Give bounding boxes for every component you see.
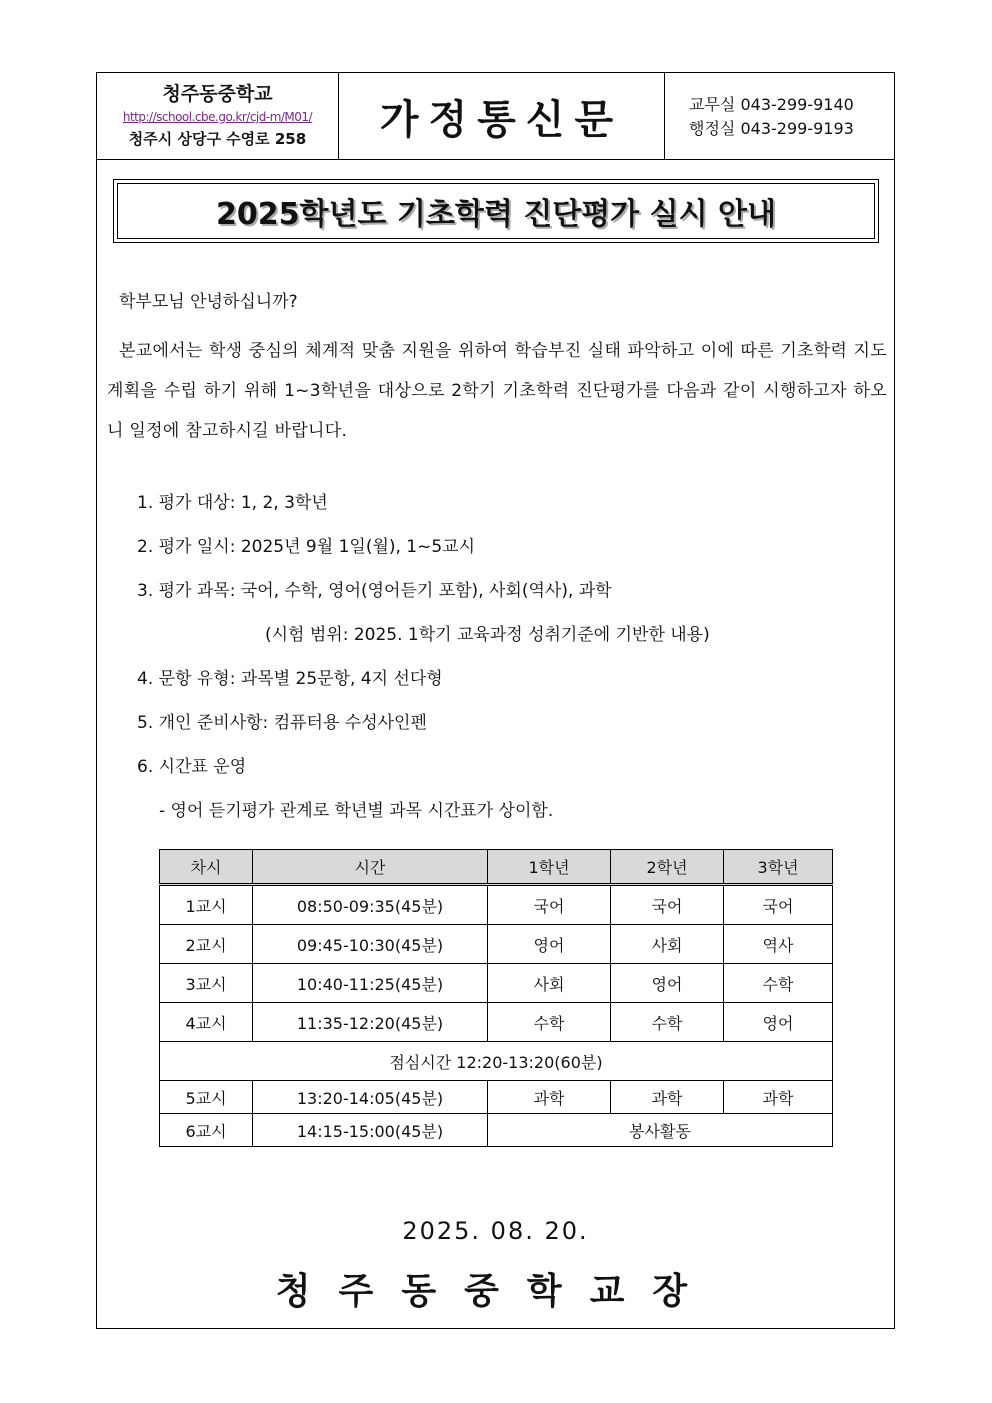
- notice-banner: [113, 179, 879, 243]
- service-cell: 봉사활동: [488, 1114, 833, 1147]
- cell: 과학: [724, 1081, 833, 1114]
- header-period: 차시: [160, 850, 253, 885]
- newsletter-frame: [96, 72, 895, 1329]
- cell: 과학: [488, 1081, 611, 1114]
- table-row: [160, 964, 833, 1003]
- item-timetable: 6. 시간표 운영: [137, 757, 247, 777]
- header-grade1: 1학년: [488, 850, 611, 885]
- school-info: [97, 73, 339, 159]
- info-list: [137, 491, 710, 843]
- cell: 과학: [611, 1081, 724, 1114]
- cell: 11:35-12:20(45분): [253, 1003, 488, 1042]
- newsletter-title: 가정통신문: [379, 96, 624, 143]
- cell: 10:40-11:25(45분): [253, 964, 488, 1003]
- newsletter-title-cell: [339, 73, 665, 159]
- header-grade3: 3학년: [724, 850, 833, 885]
- greeting: 학부모님 안녕하십니까?: [119, 292, 298, 312]
- cell: 사회: [488, 964, 611, 1003]
- cell: 국어: [611, 885, 724, 925]
- notice-banner-inner: [117, 183, 875, 239]
- phone-admin: 행정실 043-299-9193: [689, 119, 854, 138]
- item-timetable-note: - 영어 듣기평가 관계로 학년별 과목 시간표가 상이함.: [159, 801, 554, 821]
- item-supplies: 5. 개인 준비사항: 컴퓨터용 수성사인펜: [137, 713, 427, 733]
- timetable: [159, 849, 833, 1147]
- intro-paragraph: [107, 331, 887, 451]
- item-type: 4. 문항 유형: 과목별 25문항, 4지 선다형: [137, 669, 443, 689]
- header-grade2: 2학년: [611, 850, 724, 885]
- table-header-row: [160, 850, 833, 885]
- cell: 수학: [611, 1003, 724, 1042]
- cell: 09:45-10:30(45분): [253, 925, 488, 964]
- cell: 2교시: [160, 925, 253, 964]
- lunch-cell: 점심시간 12:20-13:20(60분): [160, 1042, 833, 1081]
- table-row: [160, 925, 833, 964]
- cell: 4교시: [160, 1003, 253, 1042]
- cell: 수학: [488, 1003, 611, 1042]
- cell: 역사: [724, 925, 833, 964]
- cell: 영어: [724, 1003, 833, 1042]
- item-date: 2. 평가 일시: 2025년 9월 1일(월), 1~5교시: [137, 537, 476, 557]
- cell: 3교시: [160, 964, 253, 1003]
- cell: 국어: [724, 885, 833, 925]
- table-row: [160, 1003, 833, 1042]
- notice-title: 2025학년도 기초학력 진단평가 실시 안내: [216, 197, 776, 232]
- cell: 13:20-14:05(45분): [253, 1081, 488, 1114]
- contact-info: [665, 73, 894, 159]
- cell: 1교시: [160, 885, 253, 925]
- table-row: [160, 885, 833, 925]
- cell: 영어: [488, 925, 611, 964]
- school-name: 청주동중학교: [162, 83, 273, 105]
- principal-signature: 청주동중학교장: [275, 1271, 716, 1312]
- item-scope: (시험 범위: 2025. 1학기 교육과정 성취기준에 기반한 내용): [265, 625, 710, 645]
- cell: 영어: [611, 964, 724, 1003]
- table-row: [160, 1081, 833, 1114]
- header-time: 시간: [253, 850, 488, 885]
- phone-office: 교무실 043-299-9140: [689, 95, 854, 114]
- intro-paragraph-text: 본교에서는 학생 중심의 체계적 맞춤 지원을 위하여 학습부진 실태 파악하고 이에 따른 기초학력 지도계획을 수립 하기 위해 1~3학년을 대상으로 2학기 기초학력 진단평가를 다음과 같이 시행하고자 하오니 일정에 참고하시길 바랍니다.: [107, 341, 887, 441]
- cell: 6교시: [160, 1114, 253, 1147]
- item-target: 1. 평가 대상: 1, 2, 3학년: [137, 493, 328, 513]
- table-row: [160, 1114, 833, 1147]
- cell: 08:50-09:35(45분): [253, 885, 488, 925]
- issue-date: 2025. 08. 20.: [402, 1217, 589, 1245]
- item-subjects: 3. 평가 과목: 국어, 수학, 영어(영어듣기 포함), 사회(역사), 과학: [137, 581, 612, 601]
- cell: 수학: [724, 964, 833, 1003]
- school-address: 청주시 상당구 수영로 258: [128, 130, 307, 148]
- cell: 국어: [488, 885, 611, 925]
- newsletter-header: [97, 73, 894, 160]
- cell: 5교시: [160, 1081, 253, 1114]
- cell: 사회: [611, 925, 724, 964]
- cell: 14:15-15:00(45분): [253, 1114, 488, 1147]
- school-url-link[interactable]: http://school.cbe.go.kr/cjd-m/M01/: [122, 110, 313, 124]
- lunch-row: [160, 1042, 833, 1081]
